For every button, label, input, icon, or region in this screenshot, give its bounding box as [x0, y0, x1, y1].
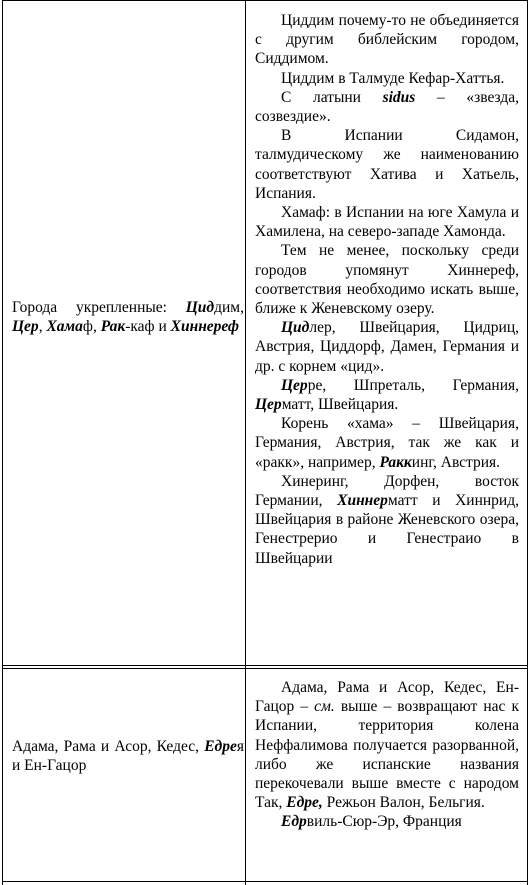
text-run: дим,	[214, 299, 244, 316]
emphasized-text: см.	[314, 698, 335, 716]
text-run: Циддим в Талмуде Кефар-Хаттья.	[281, 69, 505, 87]
emphasized-text: Едре,	[286, 794, 323, 812]
emphasized-text: Рак	[100, 318, 126, 336]
text-run: матт, Швейцария.	[281, 396, 399, 414]
emphasized-text: Едре	[204, 738, 237, 755]
text-run: Корень «хама» – Швейцария, Германия, Австрия, так же как и «ракк», например,	[255, 415, 519, 471]
paragraph	[255, 69, 519, 88]
table-border-top	[2, 0, 528, 1]
text-run: Хамаф: в Испании на юге Хамула и Хамилена, на северо-западе Хамонда.	[255, 204, 519, 241]
text-run: Адама, Рама и Асор, Кедес, Ен-Гацор –	[255, 679, 519, 716]
paragraph	[255, 203, 519, 241]
text-run: лер, Швейцария, Цидриц, Австрия, Циддорф, Дамен, Германия и др. с корнем «цид».	[255, 319, 519, 375]
text-run: Циддим почему-то не объединяется с другим библейским городом, Сиддимом.	[255, 12, 519, 68]
text-run: виль-Сюр-Эр, Франция	[306, 813, 462, 831]
row-2-right-cell	[255, 678, 519, 832]
emphasized-text: Цер	[281, 376, 308, 394]
paragraph	[255, 472, 519, 568]
text-run: Режьон Валон, Бельгия.	[322, 794, 485, 812]
text-run: Адама, Рама и Асор, Кедес,	[12, 738, 205, 755]
paragraph	[255, 241, 519, 318]
text-run: я и Ен-Гацор	[12, 738, 244, 775]
emphasized-text: Хиннер	[337, 492, 388, 510]
emphasized-text: Ракк	[379, 453, 412, 471]
paragraph	[255, 318, 519, 376]
text-run: Хинеринг, Дорфен, восток Германии,	[255, 472, 519, 510]
text-run: – «звезда, созвездие».	[255, 88, 519, 126]
paragraph	[255, 812, 519, 831]
table-border-left	[2, 0, 3, 885]
paragraph	[255, 414, 519, 472]
text-run: инг, Австрия.	[411, 453, 501, 471]
table-border-right	[527, 0, 528, 885]
table-border-bottom	[2, 881, 528, 882]
text-run: Города укрепленные:	[12, 299, 186, 316]
paragraph	[255, 126, 519, 203]
emphasized-text: Цид	[281, 319, 310, 337]
paragraph	[255, 11, 519, 69]
text-run: выше – возвращают нас к Испании, территория колена Неффалимова получается разорванной, либо же испанские названия перекочевали выше вместе с народом Так,	[255, 698, 520, 812]
text-run: В Испании Сидамон, талмудическому же наименованию соответствуют Хатива и Хатьель, Испания.	[255, 127, 519, 202]
row-1-right-cell	[255, 11, 519, 568]
emphasized-text: sidus	[382, 88, 416, 106]
emphasized-text: Цер	[12, 318, 39, 336]
paragraph	[255, 376, 519, 414]
emphasized-text: Цид	[185, 299, 215, 316]
emphasized-text: Хама	[46, 318, 83, 336]
text-run: каф и	[130, 318, 171, 336]
text-run: Тем не менее, поскольку среди городов упомянут Хиннереф, соответствия необходимо искать выше, ближе к Женевскому озеру.	[255, 242, 519, 318]
emphasized-text: Хиннереф	[170, 318, 240, 336]
row-2-left-cell	[12, 737, 244, 775]
paragraph	[255, 678, 519, 812]
text-run: матт и Хиннрид, Швейцария в районе Женевского озера, Генестрерио и Генестраио в Швейцарии	[255, 492, 519, 567]
text-run: ре, Шпреталь, Германия,	[307, 376, 519, 394]
emphasized-text: Цер	[255, 396, 282, 414]
text-run: ,	[38, 318, 47, 336]
row-1-left-cell	[12, 298, 244, 336]
paragraph	[255, 88, 519, 126]
emphasized-text: Едр	[281, 813, 307, 831]
row-separator	[2, 665, 528, 669]
table-column-divider	[245, 0, 246, 885]
text-run: -	[125, 318, 131, 336]
text-run: С латыни	[281, 88, 383, 106]
text-run: ф,	[82, 318, 101, 336]
